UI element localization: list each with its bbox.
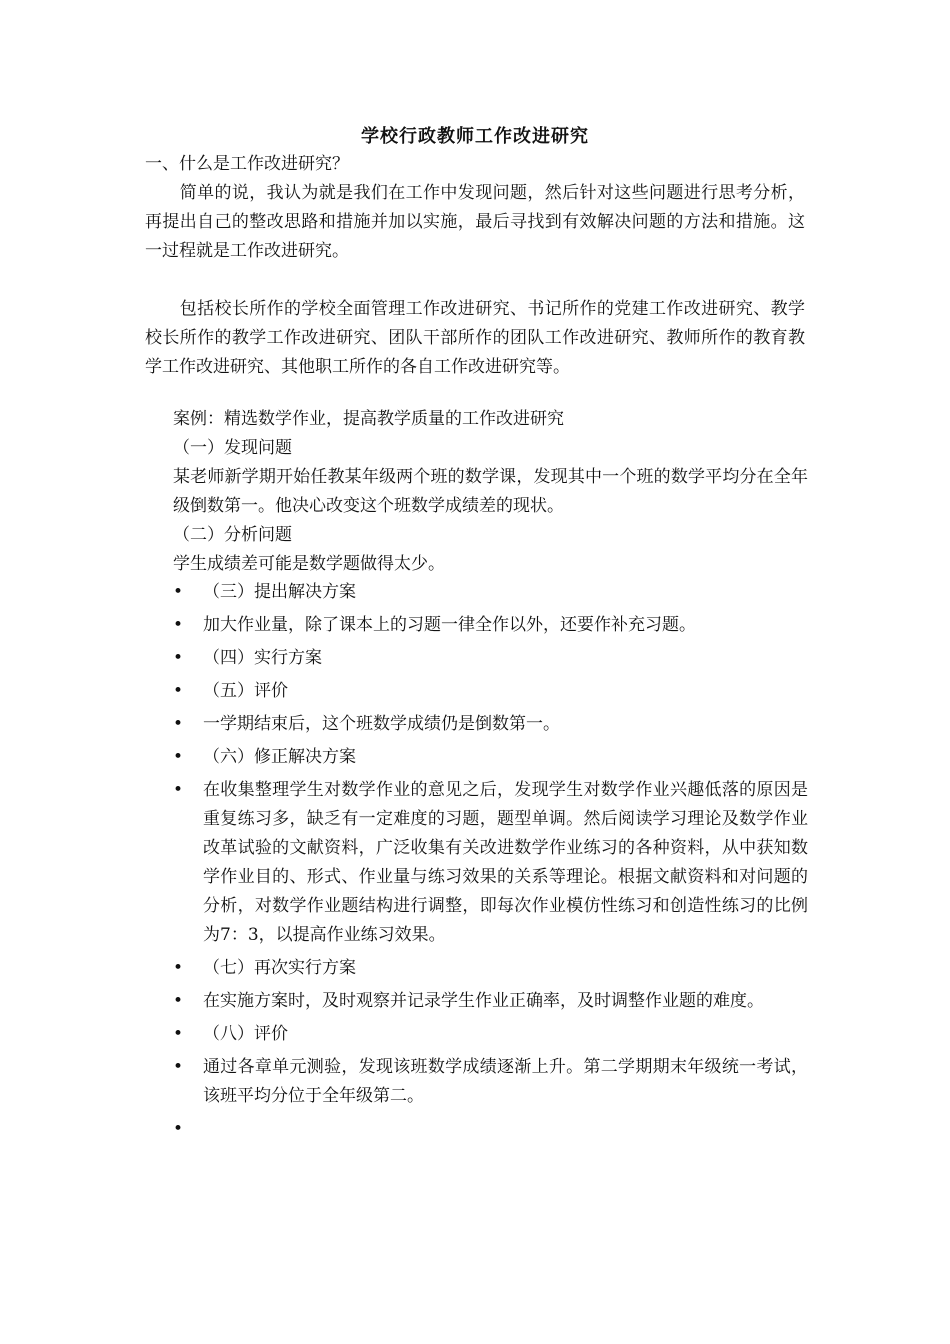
list-item [173,578,808,607]
list-item [173,954,808,983]
bullet-icon: • [173,747,184,767]
step-text: 某老师新学期开始任教某年级两个班的数学课，发现其中一个班的数学平均分在全年级倒数第一。他决心改变这个班数学成绩差的现状。 [173,467,808,516]
bullet-icon: • [173,648,184,668]
list-item-text: （八）评价 [203,1024,288,1044]
list-item [173,743,808,772]
bullet-icon: • [173,991,184,1011]
list-item-text: （四）实行方案 [203,648,322,668]
section-heading: 一、什么是工作改进研究？ [145,154,349,174]
list-item-text: 在收集整理学生对数学作业的意见之后，发现学生对数学作业兴趣低落的原因是重复练习多，缺乏有一定难度的习题，题型单调。然后阅读学习理论及数学作业改革试验的文献资料，广泛收集有关改进数学作业练习的各种资料，从中获知数学作业目的、形式、作业量与练习效果的关系等理论。根据文献资料和对问题的分析，对数学作业题结构进行调整，即每次作业模仿性练习和创造性练习的比例为7：3，以提高作业练习效果。 [203,780,808,945]
bullet-icon: • [173,681,184,701]
bullet-icon: • [173,1057,184,1077]
step-heading: （一）发现问题 [173,438,292,458]
list-item [173,1115,808,1144]
step-heading: （二）分析问题 [173,525,292,545]
bullet-icon: • [173,958,184,978]
list-item [173,987,808,1016]
step-text: 学生成绩差可能是数学题做得太少。 [173,554,445,574]
scope-paragraph: 包括校长所作的学校全面管理工作改进研究、书记所作的党建工作改进研究、教学校长所作的教学工作改进研究、团队干部所作的团队工作改进研究、教师所作的教育教学工作改进研究、其他职工所作的各自工作改进研究等。 [145,299,805,377]
bullet-icon: • [173,714,184,734]
bullet-icon: • [173,582,184,602]
list-item [173,1020,808,1049]
list-item [173,611,808,640]
document-title: 学校行政教师工作改进研究 [361,126,589,147]
list-item [173,677,808,706]
list-item-text: （五）评价 [203,681,288,701]
list-item-text: （六）修正解决方案 [203,747,356,767]
definition-paragraph: 简单的说，我认为就是我们在工作中发现问题，然后针对这些问题进行思考分析，再提出自己的整改思路和措施并加以实施，最后寻找到有效解决问题的方法和措施。这一过程就是工作改进研究。 [145,183,805,261]
list-item-text: 在实施方案时，及时观察并记录学生作业正确率，及时调整作业题的难度。 [203,991,764,1011]
bullet-icon: • [173,1024,184,1044]
list-item [173,1053,808,1111]
list-item-text: 一学期结束后，这个班数学成绩仍是倒数第一。 [203,714,560,734]
bullet-list [173,578,808,1148]
bullet-icon: • [173,1119,184,1139]
list-item-text: （七）再次实行方案 [203,958,356,978]
list-item-text: （三）提出解决方案 [203,582,356,602]
list-item [173,776,808,950]
list-item [173,710,808,739]
bullet-icon: • [173,615,184,635]
list-item [173,644,808,673]
list-item-text: 加大作业量，除了课本上的习题一律全作以外，还要作补充习题。 [203,615,696,635]
bullet-icon: • [173,780,184,800]
case-title: 案例：精选数学作业，提高教学质量的工作改进研究 [173,409,564,429]
list-item-text: 通过各章单元测验，发现该班数学成绩逐渐上升。第二学期期末年级统一考试，该班平均分位于全年级第二。 [203,1057,808,1106]
